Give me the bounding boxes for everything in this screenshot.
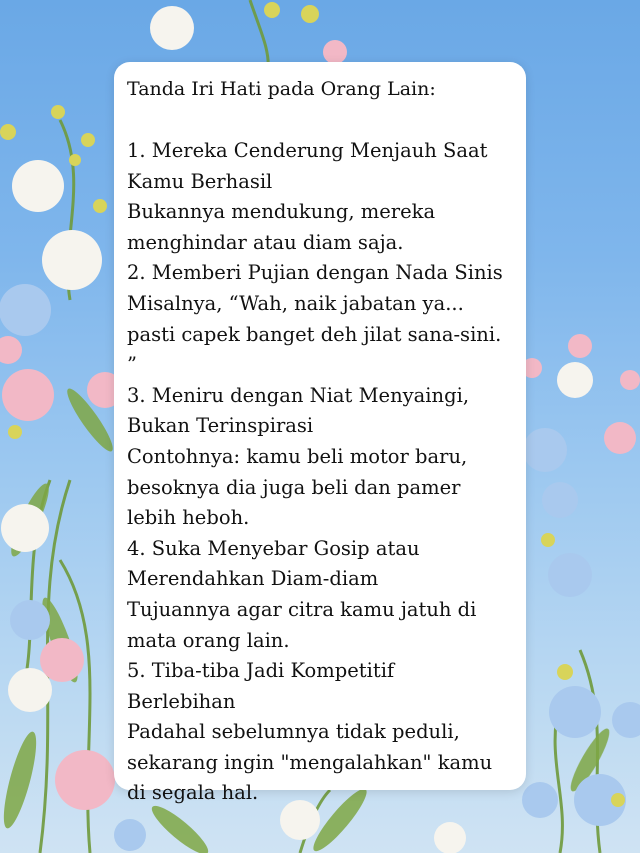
spacer	[127, 105, 516, 136]
text-line: Kamu Berhasil	[127, 169, 273, 193]
text-line: 5. Tiba-tiba Jadi Kompetitif	[127, 659, 395, 683]
text-line: Merendahkan Diam-diam	[127, 567, 379, 591]
text-line: Contohnya: kamu beli motor baru,	[127, 444, 468, 468]
text-line: Misalnya, “Wah, naik jabatan ya...	[127, 291, 464, 315]
text-line: Tujuannya agar citra kamu jatuh di	[127, 597, 477, 621]
text-line: pasti capek banget deh jilat sana-sini.	[127, 322, 502, 346]
text-line: 4. Suka Menyebar Gosip atau	[127, 536, 420, 560]
text-line: menghindar atau diam saja.	[127, 230, 404, 254]
text-line: Bukan Terinspirasi	[127, 414, 314, 438]
text-line: ”	[127, 353, 137, 377]
text-line: besoknya dia juga beli dan pamer	[127, 475, 461, 499]
text-line: sekarang ingin "mengalahkan" kamu	[127, 750, 493, 774]
text-card	[114, 62, 526, 805]
text-line: lebih heboh.	[127, 506, 250, 530]
text-line: Padahal sebelumnya tidak peduli,	[127, 720, 460, 744]
card-title: Tanda Iri Hati pada Orang Lain:	[127, 78, 436, 100]
card-body	[127, 136, 516, 809]
text-line: 1. Mereka Cenderung Menjauh Saat	[127, 139, 488, 162]
text-line: mata orang lain.	[127, 628, 290, 652]
text-line: Berlebihan	[127, 689, 236, 713]
text-line: di segala hal.	[127, 781, 259, 805]
text-line: 3. Meniru dengan Niat Menyaingi,	[127, 383, 470, 407]
text-line: 2. Memberi Pujian dengan Nada Sinis	[127, 261, 503, 285]
text-line: Bukannya mendukung, mereka	[127, 200, 436, 224]
